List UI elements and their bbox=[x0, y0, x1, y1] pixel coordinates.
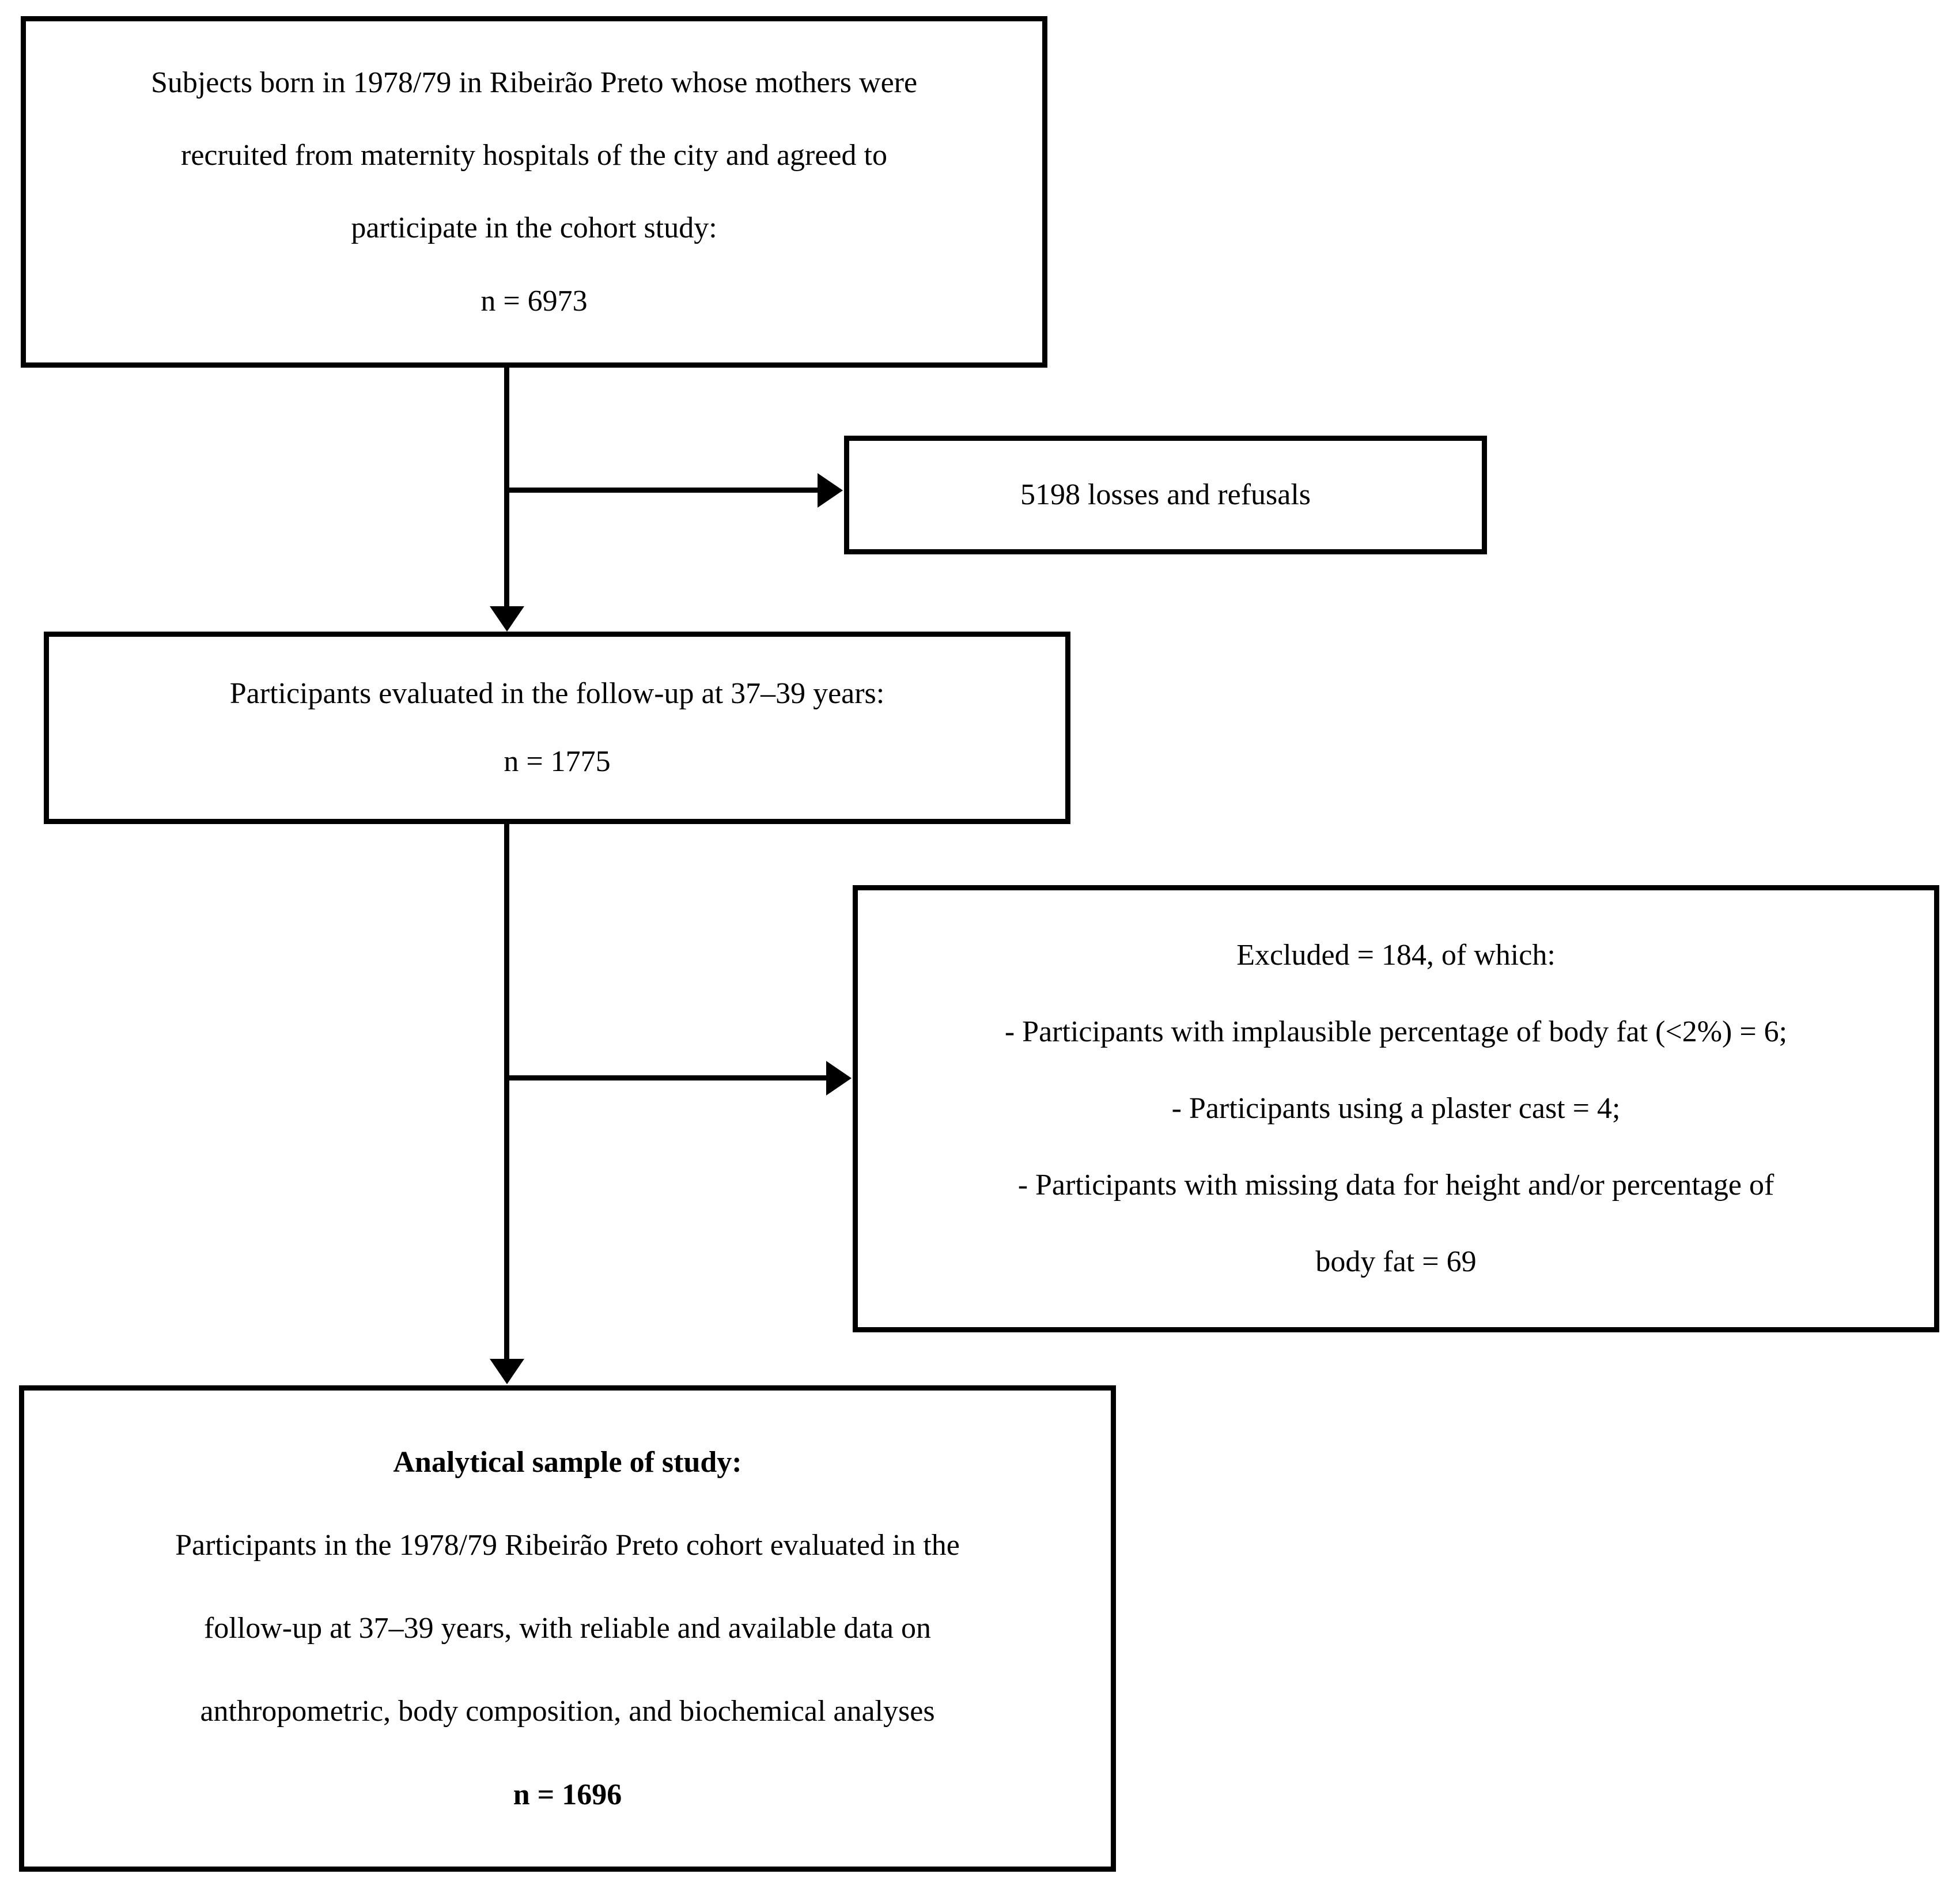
cohort-box-line: Subjects born in 1978/79 in Ribeirão Preto whose mothers were bbox=[150, 66, 918, 99]
cohort-box-line: participate in the cohort study: bbox=[351, 211, 717, 245]
arrowhead-down-icon bbox=[490, 606, 524, 632]
cohort-box-line: recruited from maternity hospitals of the city and agreed to bbox=[181, 138, 887, 172]
connector-branch-to-excluded bbox=[504, 1075, 828, 1080]
followup-box-count: n = 1775 bbox=[504, 745, 611, 779]
followup-box-line: Participants evaluated in the follow-up at 37–39 years: bbox=[229, 677, 885, 710]
arrowhead-right-icon bbox=[826, 1061, 852, 1095]
arrowhead-right-icon bbox=[818, 473, 843, 508]
followup-box bbox=[44, 632, 1070, 824]
excluded-box-line: body fat = 69 bbox=[1315, 1245, 1477, 1278]
analytical-sample-box bbox=[19, 1385, 1116, 1872]
cohort-box-count: n = 6973 bbox=[480, 284, 588, 318]
connector-branch-to-losses bbox=[504, 488, 820, 493]
arrowhead-down-icon bbox=[490, 1359, 524, 1384]
cohort-box bbox=[21, 16, 1047, 368]
connector-followup-to-analytic bbox=[504, 824, 509, 1361]
excluded-box bbox=[853, 885, 1939, 1332]
excluded-box-line: - Participants using a plaster cast = 4; bbox=[1171, 1092, 1621, 1125]
analytical-box-title: Analytical sample of study: bbox=[393, 1445, 742, 1479]
analytical-box-line: anthropometric, body composition, and biochemical analyses bbox=[200, 1695, 935, 1728]
losses-box bbox=[844, 436, 1487, 554]
excluded-box-line: Excluded = 184, of which: bbox=[1236, 939, 1556, 972]
excluded-box-line: - Participants with implausible percentage of body fat (<2%) = 6; bbox=[1004, 1015, 1788, 1049]
losses-box-line: 5198 losses and refusals bbox=[1020, 478, 1311, 512]
analytical-box-count: n = 1696 bbox=[513, 1778, 622, 1811]
analytical-box-line: follow-up at 37–39 years, with reliable and available data on bbox=[203, 1612, 931, 1645]
excluded-box-line: - Participants with missing data for height and/or percentage of bbox=[1017, 1169, 1774, 1202]
analytical-box-line: Participants in the 1978/79 Ribeirão Preto cohort evaluated in the bbox=[175, 1528, 960, 1562]
